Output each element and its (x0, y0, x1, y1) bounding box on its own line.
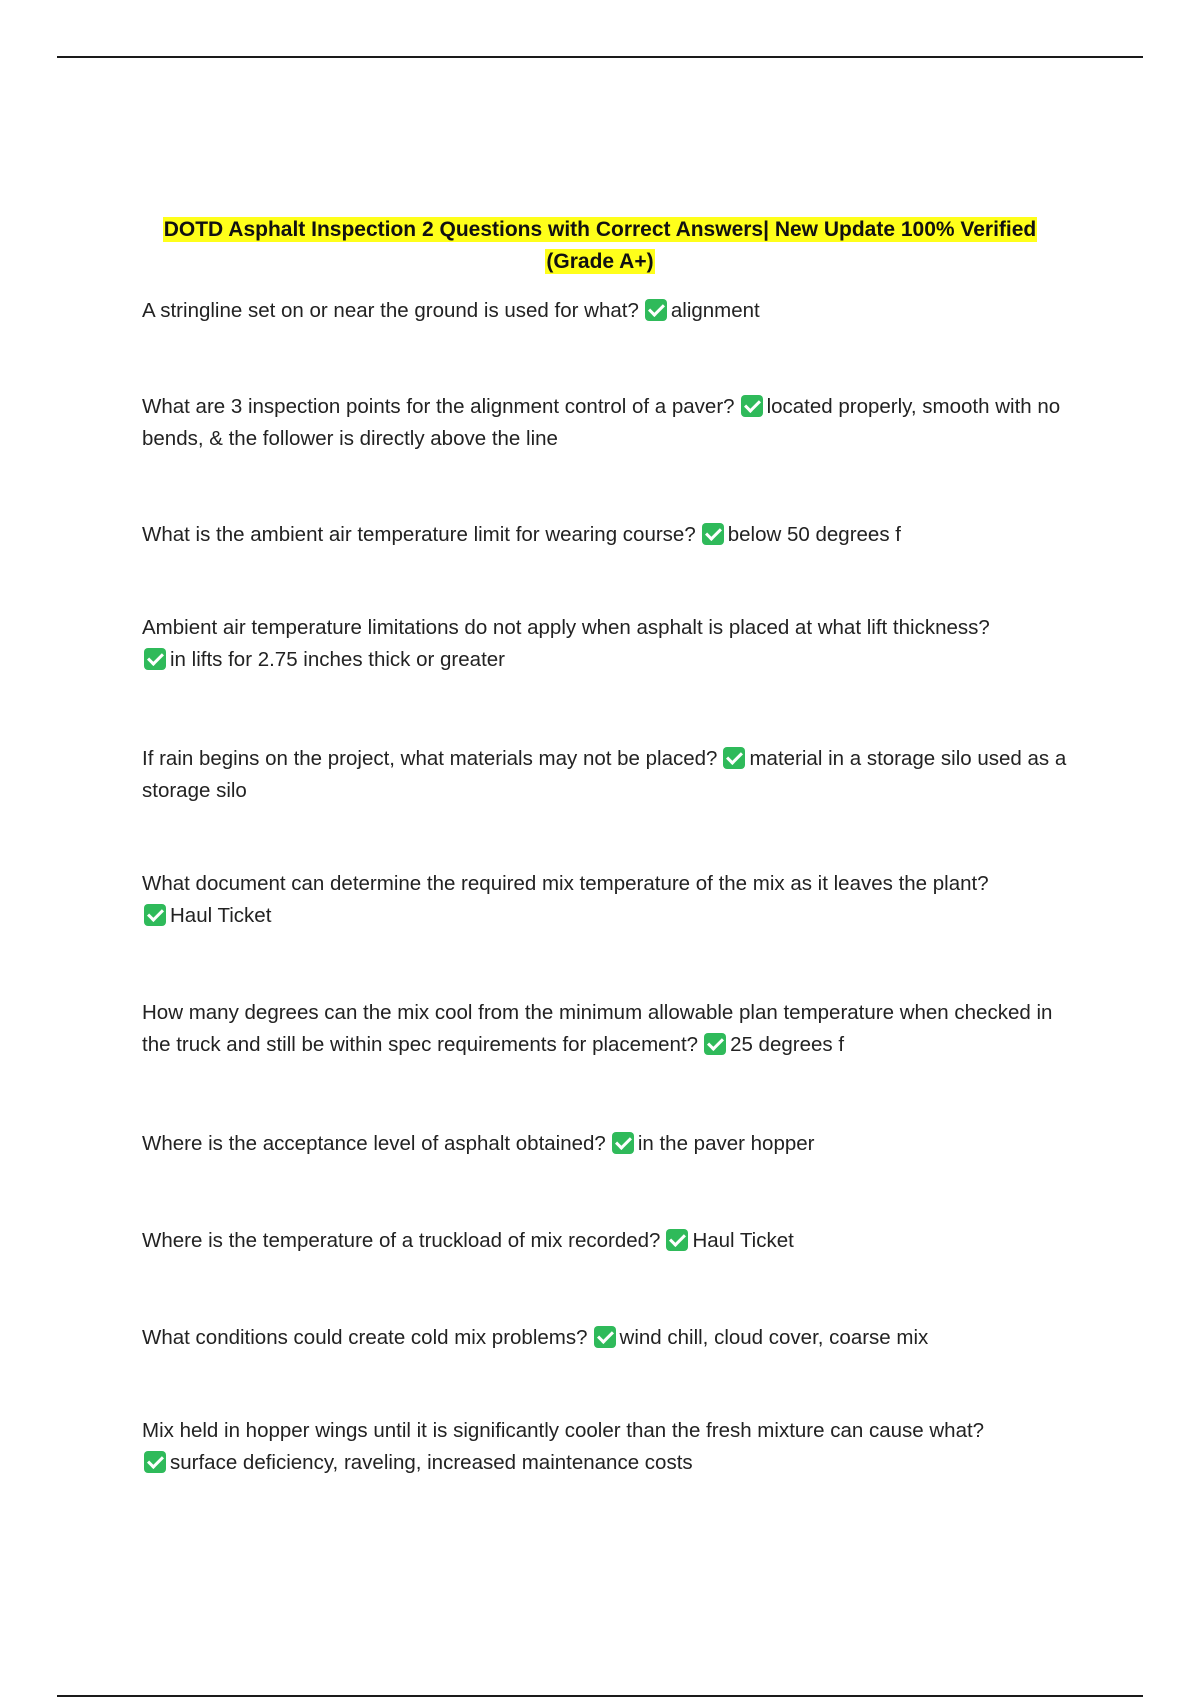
question-text: Where is the acceptance level of asphalt obtained? (142, 1132, 606, 1155)
answer-text: wind chill, cloud cover, coarse mix (619, 1326, 929, 1349)
check-mark-icon (144, 648, 166, 670)
check-mark-icon (723, 747, 745, 769)
check-mark-icon (702, 523, 724, 545)
title-highlight: DOTD Asphalt Inspection 2 Questions with Correct Answers| New Update 100% Verified (Grade A+) (163, 218, 1037, 273)
question-text: Mix held in hopper wings until it is significantly cooler than the fresh mixture can cause what? (142, 1419, 985, 1442)
qa-item-6 (142, 868, 1067, 932)
question-text: What document can determine the required mix temperature of the mix as it leaves the plant? (142, 872, 989, 895)
qa-item-9 (142, 1225, 1067, 1257)
check-mark-icon (612, 1132, 634, 1154)
qa-item-11 (142, 1415, 1067, 1479)
qa-item-7 (142, 997, 1067, 1061)
question-text: Ambient air temperature limitations do not apply when asphalt is placed at what lift thickness? (142, 616, 990, 639)
qa-item-10 (142, 1322, 1067, 1354)
answer-text: alignment (670, 299, 760, 322)
check-mark-icon (594, 1326, 616, 1348)
top-rule (57, 56, 1143, 58)
question-text: What is the ambient air temperature limit for wearing course? (142, 523, 696, 546)
answer-text: in lifts for 2.75 inches thick or greater (170, 648, 505, 671)
question-text: Where is the temperature of a truckload of mix recorded? (142, 1229, 661, 1252)
qa-item-3 (142, 519, 1067, 551)
question-text: How many degrees can the mix cool from the minimum allowable plan temperature when checked in the truck and still be within spec requirements for placement? (142, 1001, 1053, 1056)
answer-text: located properly, smooth with no bends, & the follower is directly above the line (142, 395, 1061, 450)
qa-item-8 (142, 1128, 1067, 1160)
answer-text: Haul Ticket (170, 904, 272, 927)
check-mark-icon (144, 1451, 166, 1473)
check-mark-icon (645, 299, 667, 321)
question-text: What are 3 inspection points for the alignment control of a paver? (142, 395, 735, 418)
answer-text: 25 degrees f (730, 1033, 845, 1056)
answer-text: in the paver hopper (637, 1132, 815, 1155)
answer-text: surface deficiency, raveling, increased maintenance costs (170, 1451, 693, 1474)
answer-text: Haul Ticket (692, 1229, 794, 1252)
question-text: A stringline set on or near the ground is used for what? (142, 299, 639, 322)
answer-text: below 50 degrees f (727, 523, 901, 546)
question-text: What conditions could create cold mix problems? (142, 1326, 588, 1349)
check-mark-icon (704, 1033, 726, 1055)
question-text: If rain begins on the project, what materials may not be placed? (142, 747, 718, 770)
qa-item-4 (142, 612, 1067, 676)
bottom-rule (57, 1695, 1143, 1697)
qa-item-1 (142, 295, 1067, 327)
document-title (130, 214, 1070, 278)
check-mark-icon (666, 1229, 688, 1251)
check-mark-icon (144, 904, 166, 926)
qa-item-5 (142, 743, 1067, 807)
answer-text: material in a storage silo used as a storage silo (142, 747, 1067, 802)
check-mark-icon (741, 395, 763, 417)
qa-item-2 (142, 391, 1067, 455)
